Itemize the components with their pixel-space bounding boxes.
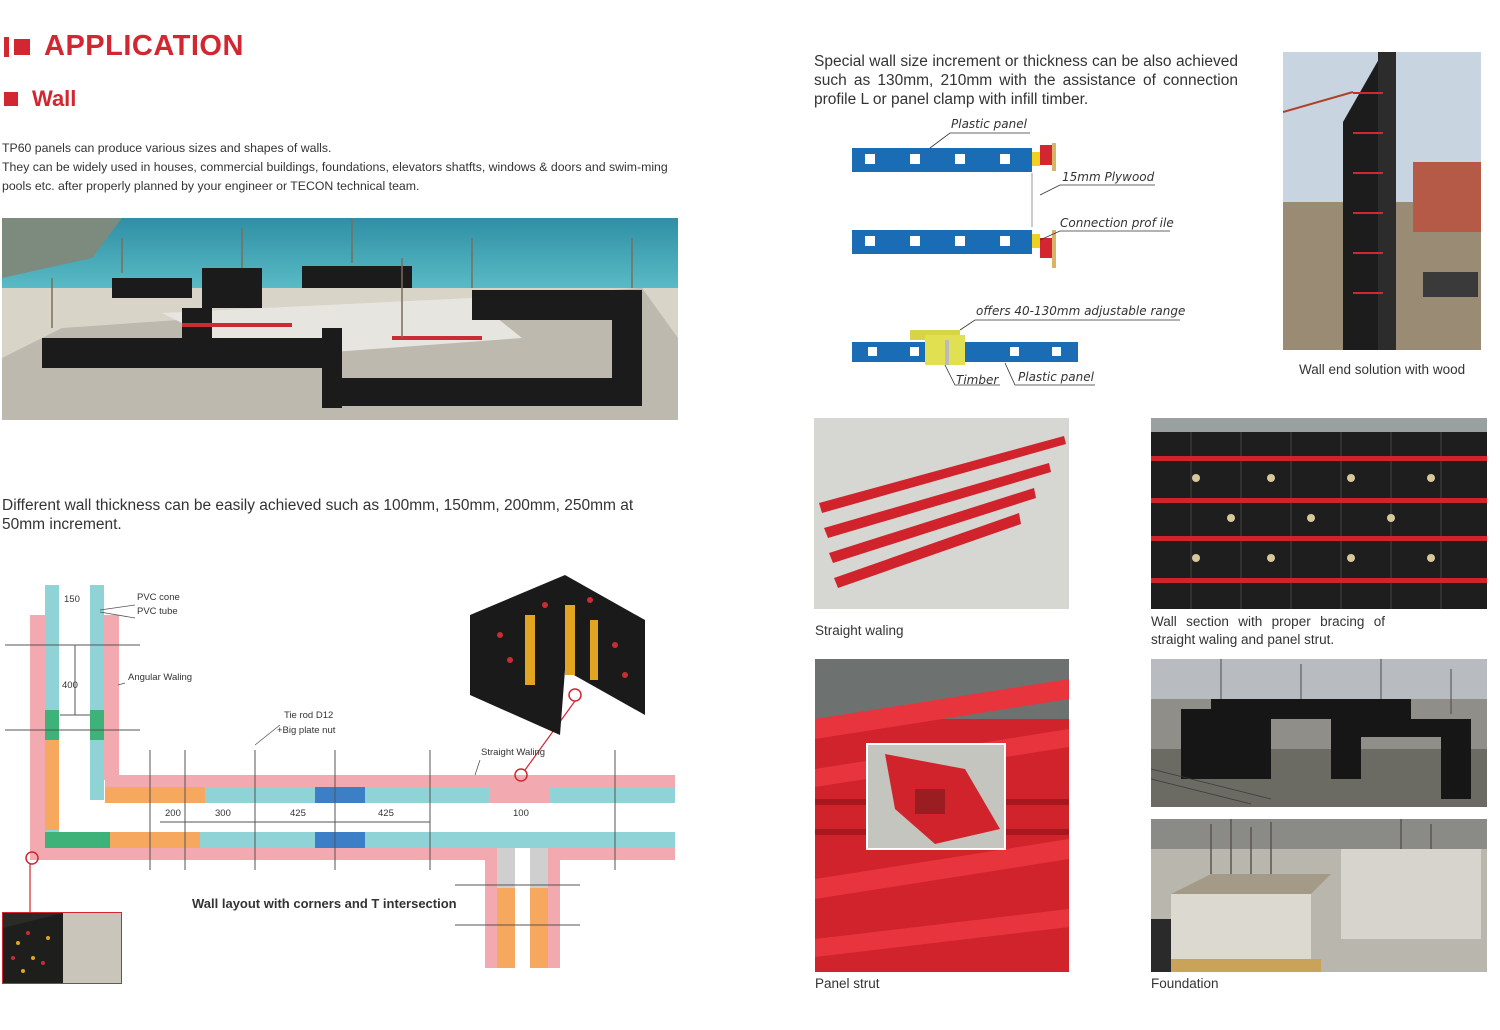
label-pvc-tube: PVC tube <box>137 606 178 617</box>
wall-end-photo <box>1283 52 1481 350</box>
panel-strut-illustration <box>815 659 1069 972</box>
caption-wall-end: Wall end solution with wood <box>1299 362 1466 377</box>
dim-100: 100 <box>513 808 529 819</box>
section-title-text: Wall <box>32 86 77 111</box>
straight-waling-photo <box>814 418 1069 609</box>
site-photo-illustration <box>2 218 678 420</box>
label-plastic-panel: Plastic panel <box>951 117 1027 131</box>
page-title <box>4 30 244 63</box>
dim-200: 200 <box>165 808 181 819</box>
caption-straight-waling: Straight waling <box>815 623 904 638</box>
label-angular-waling: Angular Waling <box>128 672 193 683</box>
label-plywood: 15mm Plywood <box>1062 170 1155 184</box>
label-pvc-cone: PVC cone <box>137 592 180 603</box>
straight-waling-illustration <box>814 418 1069 609</box>
corner-photo <box>2 912 122 984</box>
site-photo <box>2 218 678 420</box>
thickness-text: Different wall thickness can be easily achieved such as 100mm, 150mm, 200mm, 250mm at 50mm increment. <box>2 497 634 533</box>
intro-line-1: TP60 panels can produce various sizes and shapes of walls. <box>2 141 332 155</box>
page-title-text: APPLICATION <box>44 30 244 62</box>
intro-line-2: They can be widely used in houses, commercial buildings, foundations, elevators shatfts, windows & doors and swim-ming pools etc. after properly planned by your engineer or TECON technical team. <box>2 160 668 193</box>
section-square-icon <box>4 92 18 106</box>
foundation-illustration <box>1151 819 1487 972</box>
label-plastic-panel-2: Plastic panel <box>1018 370 1094 384</box>
dim-425a: 425 <box>290 808 306 819</box>
label-timber: Timber <box>956 373 999 387</box>
caption-wall-section: Wall section with proper bracing of straight waling and panel strut. <box>1151 614 1385 647</box>
dim-425b: 425 <box>378 808 394 819</box>
title-square-icon <box>14 39 30 55</box>
dim-400: 400 <box>62 680 78 691</box>
label-tie-rod: Tie rod D12 <box>284 710 334 721</box>
connection-diagram <box>840 115 1200 395</box>
label-plate-nut: +Big plate nut <box>277 725 336 736</box>
corner-photo-illustration <box>3 913 121 983</box>
dim-300: 300 <box>215 808 231 819</box>
label-range: offers 40-130mm adjustable range <box>976 304 1186 318</box>
foundation-photo <box>1151 819 1487 972</box>
layout-caption: Wall layout with corners and T intersection <box>192 896 457 911</box>
wall-section-illustration <box>1151 418 1487 609</box>
connection-diagram-illustration <box>840 115 1200 395</box>
label-connection: Connection prof ile <box>1060 216 1174 230</box>
title-bar-icon <box>4 37 9 57</box>
wall-end-illustration <box>1283 52 1481 350</box>
intro-text <box>2 139 678 196</box>
dim-150: 150 <box>64 594 80 605</box>
caption-foundation: Foundation <box>1151 976 1219 991</box>
construction-illustration <box>1151 659 1487 807</box>
construction-photo <box>1151 659 1487 807</box>
caption-panel-strut: Panel strut <box>815 976 880 991</box>
panel-strut-photo <box>815 659 1069 972</box>
wall-section-photo <box>1151 418 1487 609</box>
section-title <box>4 86 76 112</box>
label-straight-waling: Straight Waling <box>481 747 546 758</box>
special-text: Special wall size increment or thickness can be also achieved such as 130mm, 210mm with the assistance of connection profile L or panel clamp with infill timber. <box>814 53 1238 108</box>
